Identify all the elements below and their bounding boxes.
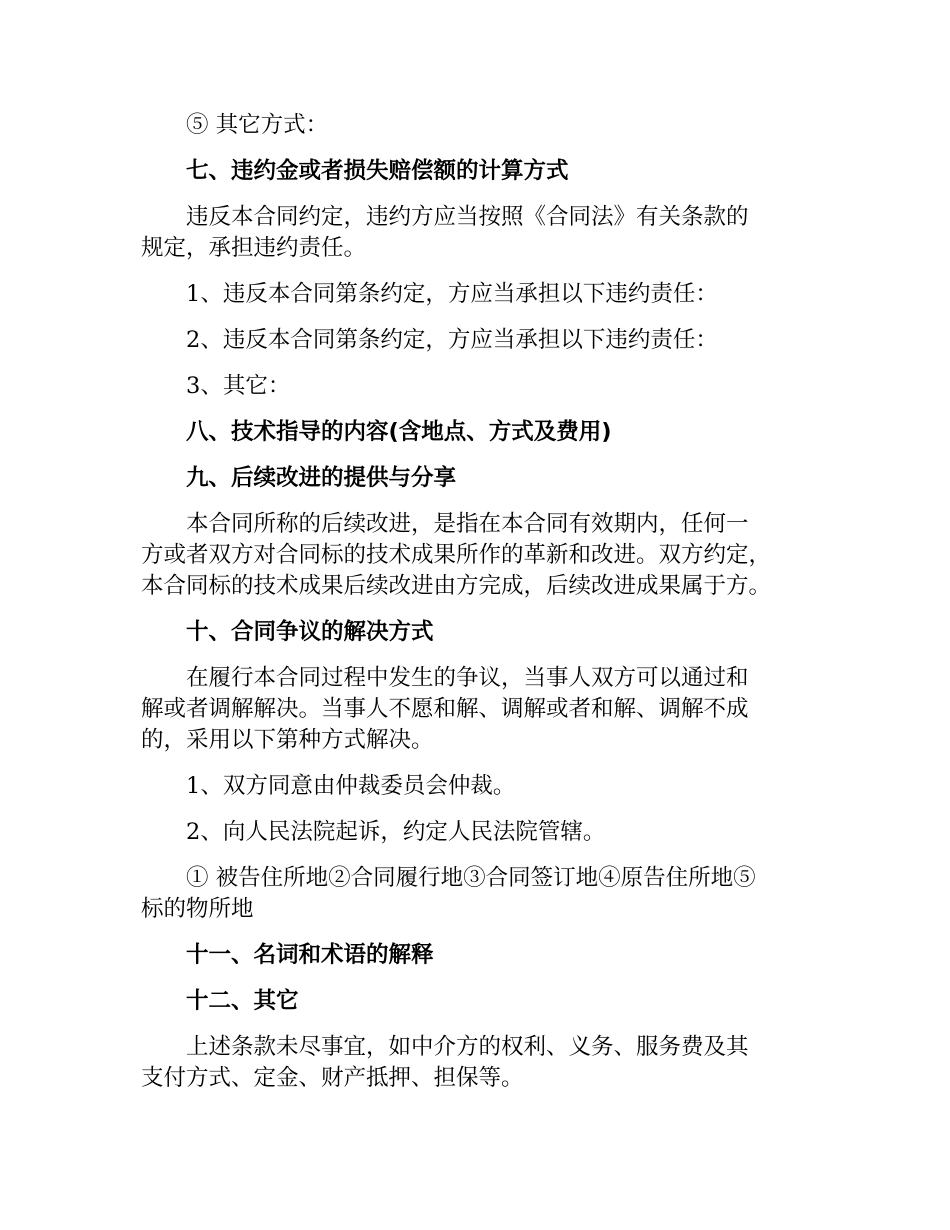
paragraph-jurisdiction-options (141, 863, 826, 925)
text-line: 2、向人民法院起诉，约定人民法院管辖。 (186, 819, 606, 845)
paragraph-breach-liability (141, 202, 826, 264)
text-line: 解或者调解解决。当事人不愿和解、调解或者和解、调解不成 (141, 696, 749, 722)
heading-text: 十一、名词和术语的解释 (186, 942, 434, 968)
paragraph-breach-item-1 (141, 279, 826, 310)
text-line: 上述条款未尽事宜，如中介方的权利、义务、服务费及其 (186, 1034, 749, 1060)
heading-text: 七、违约金或者损失赔偿额的计算方式 (186, 158, 569, 184)
text-line: 方或者双方对合同标的技术成果所作的革新和改进。双方约定， (141, 542, 772, 568)
heading-text: 九、后续改进的提供与分享 (186, 465, 457, 491)
heading-text: 八、技术指导的内容(含地点、方式及费用) (186, 419, 612, 445)
text-line: 标的物所地 (141, 896, 254, 922)
section-heading-8 (141, 417, 826, 448)
text-line: ⑤ 其它方式： (186, 112, 329, 138)
paragraph-dispute-option-2 (141, 817, 826, 848)
text-line: 支付方式、定金、财产抵押、担保等。 (141, 1065, 524, 1091)
text-line: 1、违反本合同第条约定，方应当承担以下违约责任： (186, 281, 718, 307)
text-line: 本合同所称的后续改进，是指在本合同有效期内，任何一 (186, 511, 749, 537)
text-line: 3、其它： (186, 373, 291, 399)
heading-text: 十二、其它 (186, 988, 299, 1014)
paragraph-dispute (141, 663, 826, 756)
text-line: ① 被告住所地②合同履行地③合同签订地④原告住所地⑤ (186, 865, 756, 891)
section-heading-9 (141, 463, 826, 494)
section-heading-10 (141, 617, 826, 648)
text-line: 2、违反本合同第条约定，方应当承担以下违约责任： (186, 327, 718, 353)
paragraph-breach-item-3 (141, 371, 826, 402)
text-line: 规定，承担违约责任。 (141, 235, 367, 261)
paragraph-improvements (141, 509, 826, 602)
text-line: 违反本合同约定，违约方应当按照《合同法》有关条款的 (186, 204, 749, 230)
paragraph-dispute-option-1 (141, 771, 826, 802)
text-line: 本合同标的技术成果后续改进由方完成，后续改进成果属于方。 (141, 573, 772, 599)
section-heading-7 (141, 156, 826, 187)
text-line: 1、双方同意由仲裁委员会仲裁。 (186, 773, 516, 799)
section-heading-12 (141, 986, 826, 1017)
text-line: 的，采用以下第种方式解决。 (141, 727, 434, 753)
heading-text: 十、合同争议的解决方式 (186, 619, 434, 645)
document-page (141, 110, 826, 1109)
paragraph-other-method (141, 110, 826, 141)
text-line: 在履行本合同过程中发生的争议，当事人双方可以通过和 (186, 665, 749, 691)
paragraph-breach-item-2 (141, 325, 826, 356)
section-heading-11 (141, 940, 826, 971)
paragraph-other-matters (141, 1032, 826, 1094)
